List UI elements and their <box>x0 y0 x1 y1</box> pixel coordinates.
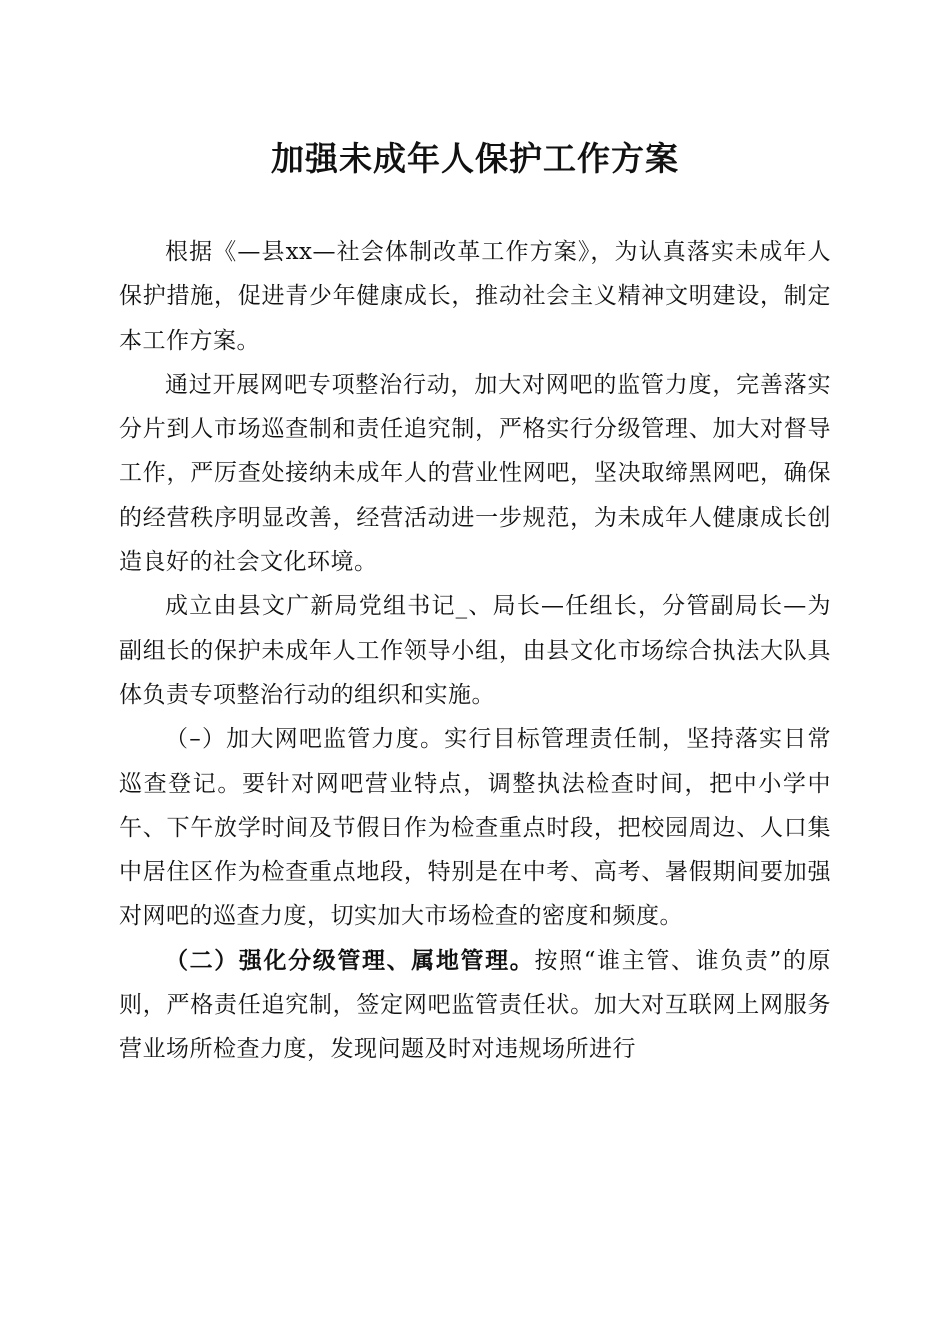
section-heading: （二）强化分级管理、属地管理。 <box>165 946 535 974</box>
paragraph-text: 成立由县文广新局党组书记_、局长—任组长，分管副局长—为副组长的保护未成年人工作领导小组，由县文化市场综合执法大队具体负责专项整治行动的组织和实施。 <box>119 593 831 708</box>
document-body <box>119 230 831 1072</box>
paragraph-text: 按照“谁主管、谁负责”的原则，严格责任追究制，签定网吧监管责任状。加大对互联网上网服务营业场所检查力度，发现问题及时对违规场所进行 <box>119 947 831 1063</box>
paragraph-intro <box>119 230 831 363</box>
paragraph-text: 通过开展网吧专项整治行动，加大对网吧的监管力度，完善落实分片到人市场巡查制和责任追究制，严格实行分级管理、加大对督导工作，严厉查处接纳未成年人的营业性网吧，坚决取缔黑网吧，确保的经营秩序明显改善，经营活动进一步规范，为未成年人健康成长创造良好的社会文化环境。 <box>119 371 831 576</box>
paragraph-leadership <box>119 584 831 717</box>
paragraph-text: （–）加大网吧监管力度。实行目标管理责任制，坚持落实日常巡查登记。要针对网吧营业特点，调整执法检查时间，把中小学中午、下午放学时间及节假日作为检查重点时段，把校园周边、人口集中居住区作为检查重点地段，特别是在中考、高考、暑假期间要加强对网吧的巡查力度，切实加大市场检查的密度和频度。 <box>119 726 831 930</box>
paragraph-measure-2 <box>119 939 831 1072</box>
paragraph-goals <box>119 363 831 584</box>
paragraph-measure-1 <box>119 717 831 938</box>
document-title: 加强未成年人保护工作方案 <box>271 139 679 178</box>
paragraph-text: 根据《—县xx—社会体制改革工作方案》，为认真落实未成年人保护措施，促进青少年健康成长，推动社会主义精神文明建设，制定本工作方案。 <box>119 239 831 354</box>
